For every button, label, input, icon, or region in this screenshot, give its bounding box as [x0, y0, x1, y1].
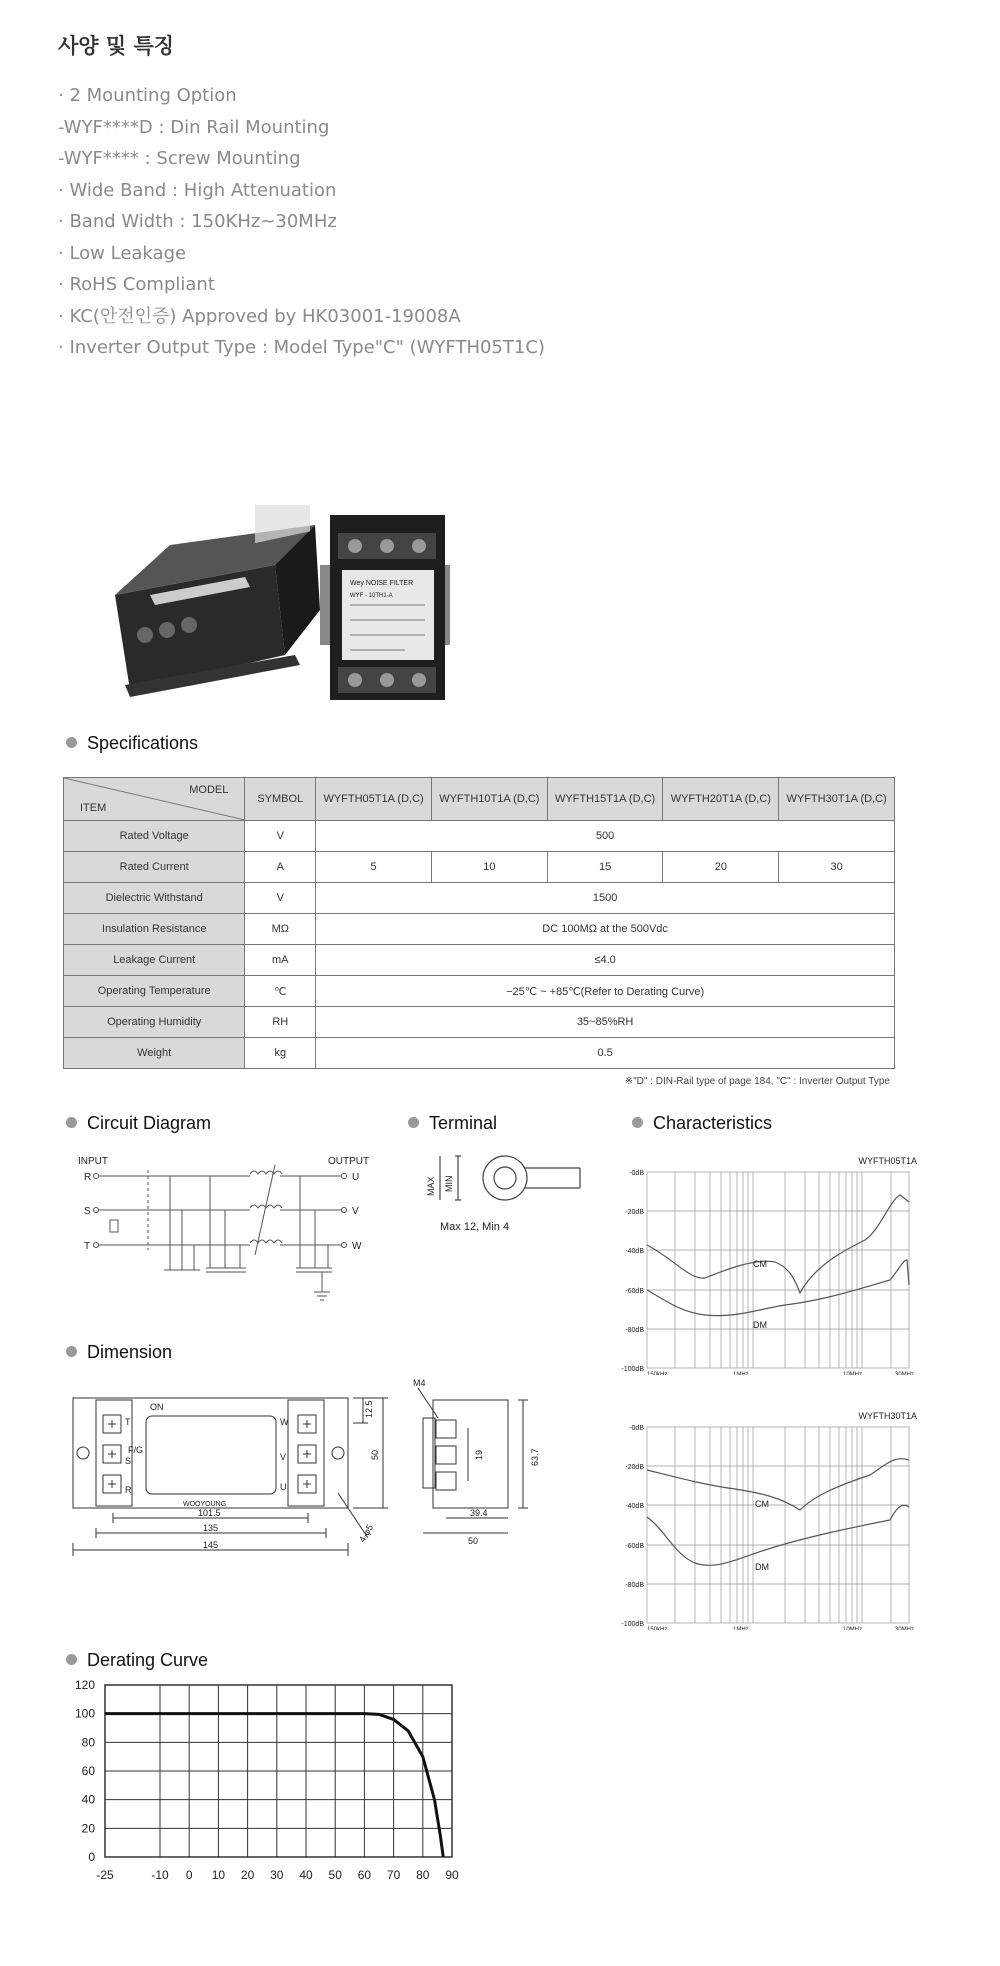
x-tick-label: 60 — [357, 1868, 372, 1882]
dim-39-4: 39.4 — [470, 1508, 488, 1518]
dim-left-terminal: R — [125, 1485, 132, 1495]
row-symbol: A — [245, 852, 316, 883]
terminal-diagram — [420, 1148, 600, 1238]
y-tick-label: 80 — [81, 1735, 95, 1750]
row-value: −25℃ ~ +85℃(Refer to Derating Curve) — [316, 976, 895, 1007]
cm-label: CM — [755, 1499, 769, 1509]
model-header: WYFTH15T1A (D,C) — [547, 778, 663, 821]
attenuation-chart-2 — [615, 1405, 925, 1630]
terminal-heading: Terminal — [408, 1113, 497, 1134]
din-rail-filter — [320, 515, 450, 700]
row-symbol: RH — [245, 1007, 316, 1038]
x-tick-label: 40 — [299, 1868, 313, 1882]
dm-curve — [647, 1260, 909, 1316]
photo-label-1: Wey NOISE FILTER — [350, 580, 414, 587]
x-tick-label: 20 — [240, 1868, 255, 1882]
row-value: DC 100MΩ at the 500Vdc — [316, 914, 895, 945]
corner-header: MODEL ITEM — [64, 778, 245, 821]
characteristics-heading: Characteristics — [632, 1113, 772, 1134]
x-tick-label: 150kHz — [647, 1372, 668, 1375]
dim-diameter: 4-φ5 — [357, 1522, 376, 1544]
dim-12-5: 12.5 — [364, 1400, 374, 1418]
feature-item: · 2 Mounting Option — [58, 85, 237, 106]
x-tick-label: 30 — [270, 1868, 284, 1882]
row-value: 30 — [779, 852, 895, 883]
bullet-dot-icon — [66, 1346, 77, 1357]
output-label: OUTPUT — [328, 1156, 370, 1167]
row-value: 10 — [431, 852, 547, 883]
table-row — [64, 1038, 895, 1069]
feature-item: · Low Leakage — [58, 242, 187, 264]
x-tick-label: 70 — [386, 1868, 401, 1882]
bullet-dot-icon — [632, 1117, 643, 1128]
y-tick-label: -20dB — [625, 1209, 644, 1216]
y-tick-label: -40dB — [625, 1248, 644, 1255]
x-tick-label: -25 — [96, 1868, 114, 1882]
x-tick-label: 1MHz — [733, 1372, 749, 1375]
y-tick-label: -100dB — [621, 1621, 644, 1628]
input-terminal-label: S — [84, 1206, 91, 1217]
circuit-heading: Circuit Diagram — [66, 1113, 211, 1134]
bullet-dot-icon — [66, 1654, 77, 1665]
dim-50-v: 50 — [370, 1449, 380, 1460]
y-tick-label: -60dB — [625, 1288, 644, 1295]
dim-63-7: 63.7 — [530, 1448, 540, 1466]
table-row — [64, 1007, 895, 1038]
row-item: Leakage Current — [64, 945, 245, 976]
x-tick-label: 30MHz — [895, 1372, 915, 1375]
specifications-heading: Specifications — [66, 733, 198, 754]
y-tick-label: 0 — [88, 1850, 95, 1864]
feature-item: -WYF****D : Din Rail Mounting — [58, 116, 330, 138]
row-item: Rated Voltage — [64, 821, 245, 852]
dimension-heading: Dimension — [66, 1342, 172, 1363]
photo-label-2: WYF - 10TH1-A — [350, 593, 393, 599]
y-tick-label: -0dB — [629, 1170, 644, 1177]
x-tick-label: 80 — [416, 1868, 430, 1882]
feature-list — [58, 80, 545, 364]
row-item: Dielectric Withstand — [64, 883, 245, 914]
bullet-dot-icon — [66, 737, 77, 748]
output-terminal-label: V — [352, 1206, 359, 1217]
y-tick-label: -0dB — [629, 1425, 644, 1432]
row-item: Insulation Resistance — [64, 914, 245, 945]
y-tick-label: 120 — [74, 1678, 95, 1692]
terminal-min-label: MIN — [444, 1175, 454, 1192]
row-value: ≤4.0 — [316, 945, 895, 976]
row-value: 500 — [316, 821, 895, 852]
table-row — [64, 976, 895, 1007]
table-footnote: ※"D" : DIN-Rail type of page 184, "C" : Inverter Output Type — [624, 1076, 890, 1087]
terminal-caption: Max 12, Min 4 — [440, 1221, 510, 1233]
dim-m4: M4 — [413, 1378, 426, 1388]
row-item: Weight — [64, 1038, 245, 1069]
symbol-header: SYMBOL — [245, 778, 316, 821]
row-symbol: MΩ — [245, 914, 316, 945]
x-tick-label: 10MHz — [843, 1372, 863, 1375]
row-value: 15 — [547, 852, 663, 883]
circuit-diagram — [70, 1150, 390, 1310]
dim-fg-label: F/G — [128, 1445, 143, 1455]
model-header: WYFTH05T1A (D,C) — [316, 778, 432, 821]
dim-101: 101.5 — [198, 1508, 221, 1518]
row-symbol: V — [245, 883, 316, 914]
y-tick-label: 40 — [81, 1792, 95, 1807]
row-item: Operating Temperature — [64, 976, 245, 1007]
cm-label: CM — [753, 1259, 767, 1269]
table-row — [64, 883, 895, 914]
row-value: 20 — [663, 852, 779, 883]
dim-right-terminal: V — [280, 1452, 287, 1462]
row-value: 5 — [316, 852, 432, 883]
row-value: 0.5 — [316, 1038, 895, 1069]
y-tick-label: -40dB — [625, 1503, 644, 1510]
dim-left-terminal: T — [125, 1417, 131, 1427]
dim-right-terminal: W — [280, 1417, 289, 1427]
table-row — [64, 852, 895, 883]
dim-50-h: 50 — [468, 1536, 479, 1546]
dimension-drawing — [68, 1378, 598, 1578]
output-terminal-label: U — [352, 1172, 360, 1183]
chart-model-label: WYFTH30T1A — [858, 1411, 917, 1421]
y-tick-label: -60dB — [625, 1543, 644, 1550]
x-tick-label: -10 — [151, 1868, 169, 1882]
y-tick-label: -100dB — [621, 1366, 644, 1373]
dim-135: 135 — [203, 1523, 219, 1533]
row-item: Rated Current — [64, 852, 245, 883]
row-item: Operating Humidity — [64, 1007, 245, 1038]
x-tick-label: 150kHz — [647, 1627, 668, 1630]
dim-145: 145 — [203, 1540, 219, 1550]
table-row — [64, 945, 895, 976]
row-symbol: V — [245, 821, 316, 852]
chart-model-label: WYFTH05T1A — [858, 1156, 917, 1166]
bullet-dot-icon — [408, 1117, 419, 1128]
product-photo — [105, 505, 450, 705]
x-tick-label: 1MHz — [733, 1627, 749, 1630]
feature-item: -WYF**** : Screw Mounting — [58, 148, 301, 169]
row-symbol: kg — [245, 1038, 316, 1069]
output-terminal-label: W — [352, 1241, 362, 1252]
table-row — [64, 821, 895, 852]
y-tick-label: -80dB — [625, 1327, 644, 1334]
dim-right-terminal: U — [280, 1482, 287, 1492]
input-terminal-label: R — [84, 1172, 92, 1183]
x-tick-label: 30MHz — [895, 1627, 915, 1630]
y-tick-label: 100 — [74, 1706, 95, 1721]
row-symbol: ℃ — [245, 976, 316, 1007]
dm-curve — [647, 1505, 909, 1565]
cm-curve — [647, 1195, 909, 1293]
derating-heading: Derating Curve — [66, 1650, 208, 1671]
y-tick-label: 20 — [81, 1821, 95, 1836]
row-symbol: mA — [245, 945, 316, 976]
dim-on-label: ON — [150, 1402, 164, 1412]
row-value: 1500 — [316, 883, 895, 914]
model-header: WYFTH10T1A (D,C) — [431, 778, 547, 821]
y-tick-label: -20dB — [625, 1464, 644, 1471]
specifications-table — [63, 777, 895, 1069]
feature-item: · RoHS Compliant — [58, 274, 215, 295]
x-tick-label: 90 — [445, 1868, 459, 1882]
feature-item: · KC(안전인증) Approved by HK03001-19008A — [58, 305, 461, 327]
dim-brand: WOOYOUNG — [183, 1501, 227, 1508]
x-tick-label: 10MHz — [843, 1627, 863, 1630]
x-tick-label: 0 — [185, 1868, 193, 1882]
feature-item: · Band Width : 150KHz~30MHz — [58, 211, 337, 232]
model-header: WYFTH20T1A (D,C) — [663, 778, 779, 821]
x-tick-label: 10 — [211, 1868, 226, 1882]
input-terminal-label: T — [84, 1241, 91, 1252]
attenuation-chart-1 — [615, 1150, 925, 1375]
page-title: 사양 및 특징 — [58, 34, 175, 58]
y-tick-label: -80dB — [625, 1582, 644, 1589]
feature-item: · Wide Band : High Attenuation — [58, 179, 337, 201]
row-value: 35~85%RH — [316, 1007, 895, 1038]
terminal-max-label: MAX — [426, 1176, 436, 1196]
y-tick-label: 60 — [81, 1764, 95, 1778]
model-header: WYFTH30T1A (D,C) — [779, 778, 895, 821]
dm-label: DM — [755, 1562, 769, 1572]
x-tick-label: 50 — [328, 1868, 342, 1882]
dim-left-terminal: S — [125, 1456, 132, 1466]
feature-item: · Inverter Output Type : Model Type"C" (WYFTH05T1C) — [58, 337, 545, 358]
dim-19: 19 — [474, 1449, 484, 1460]
cm-curve — [647, 1459, 909, 1510]
bullet-dot-icon — [66, 1117, 77, 1128]
derating-chart — [60, 1675, 480, 1895]
table-row — [64, 914, 895, 945]
input-label: INPUT — [78, 1156, 108, 1167]
derating-line — [105, 1714, 443, 1857]
dm-label: DM — [753, 1320, 767, 1330]
screw-mount-filter — [115, 505, 320, 697]
